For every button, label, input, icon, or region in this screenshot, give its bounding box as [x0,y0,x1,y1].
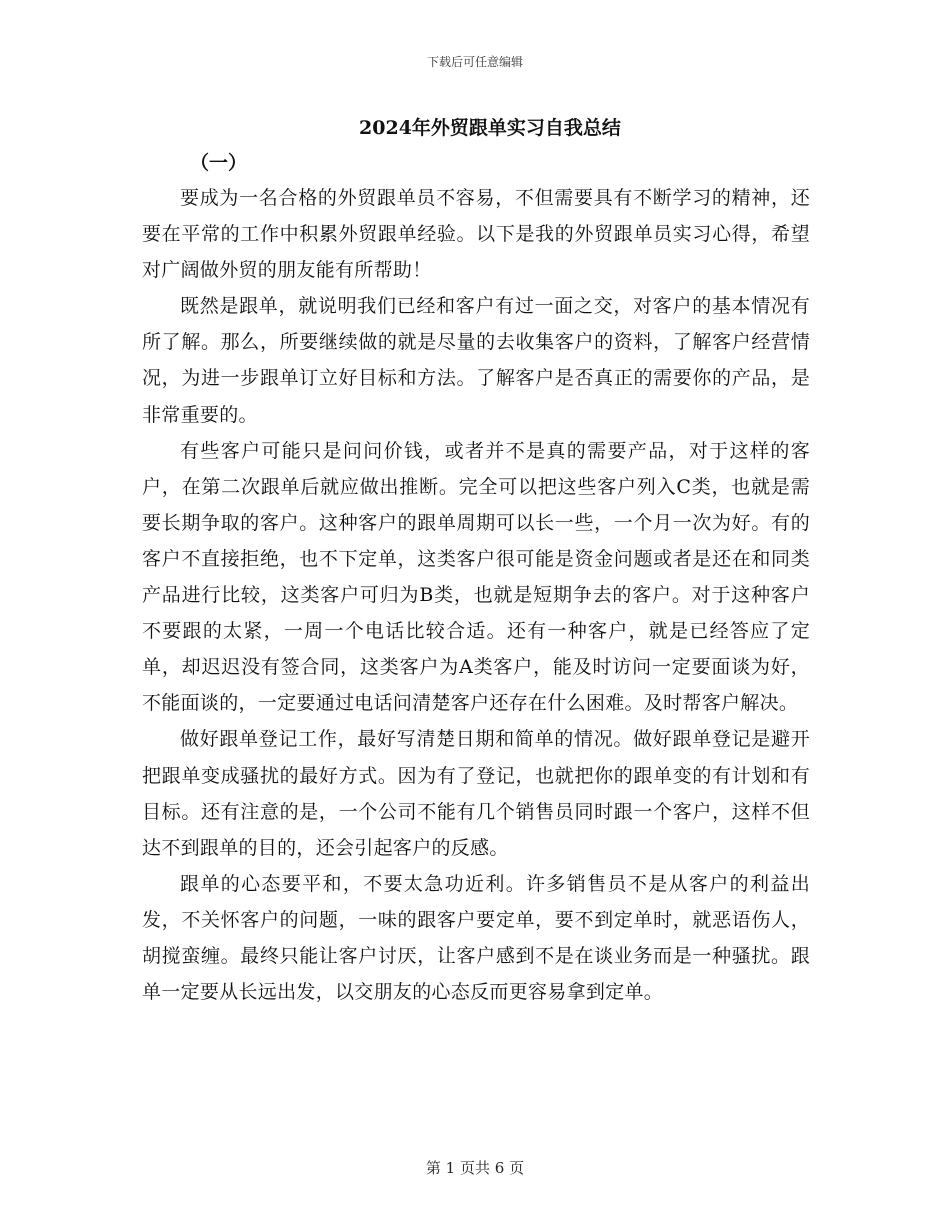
paragraph: 做好跟单登记工作，最好写清楚日期和简单的情况。做好跟单登记是避开把跟单变成骚扰的最好方式。因为有了登记，也就把你的跟单变的有计划和有目标。还有注意的是，一个公司不能有几个销售员同时跟一个客户，这样不但达不到跟单的目的，还会引起客户的反感。 [142,728,810,859]
paragraph: 要成为一名合格的外贸跟单员不容易，不但需要具有不断学习的精神，还要在平常的工作中积累外贸跟单经验。以下是我的外贸跟单员实习心得，希望对广阔做外贸的朋友能有所帮助！ [142,187,810,282]
paragraph: 有些客户可能只是问问价钱，或者并不是真的需要产品，对于这样的客户，在第二次跟单后就应做出推断。完全可以把这些客户列入C类，也就是需要长期争取的客户。这种客户的跟单周期可以长一些，一个月一次为好。有的客户不直接拒绝，也不下定单，这类客户很可能是资金问题或者是还在和同类产品进行比较，这类客户可归为B类，也就是短期争去的客户。对于这种客户不要跟的太紧，一周一个电话比较合适。还有一种客户，就是已经答应了定单，却迟迟没有签合同，这类客户为A类客户，能及时访问一定要面谈为好，不能面谈的，一定要通过电话问清楚客户还存在什么困难。及时帮客户解决。 [142,439,810,715]
section-label: （一） [190,152,248,174]
document-body [142,180,810,1010]
paragraph: 既然是跟单，就说明我们已经和客户有过一面之交，对客户的基本情况有所了解。那么，所要继续做的就是尽量的去收集客户的资料，了解客户经营情况，为进一步跟单订立好目标和方法。了解客户是否真正的需要你的产品，是非常重要的。 [142,295,810,426]
document-title: 2024年外贸跟单实习自我总结 [359,117,621,139]
page-header-note: 下载后可任意编辑 [426,55,523,69]
paragraph: 跟单的心态要平和，不要太急功近利。许多销售员不是从客户的利益出发，不关怀客户的问题，一味的跟客户要定单，要不到定单时，就恶语伤人，胡搅蛮缠。最终只能让客户讨厌，让客户感到不是在谈业务而是一种骚扰。跟单一定要从长远出发，以交朋友的心态反而更容易拿到定单。 [142,872,810,1004]
page-indicator: 第 1 页共 6 页 [425,1159,525,1177]
